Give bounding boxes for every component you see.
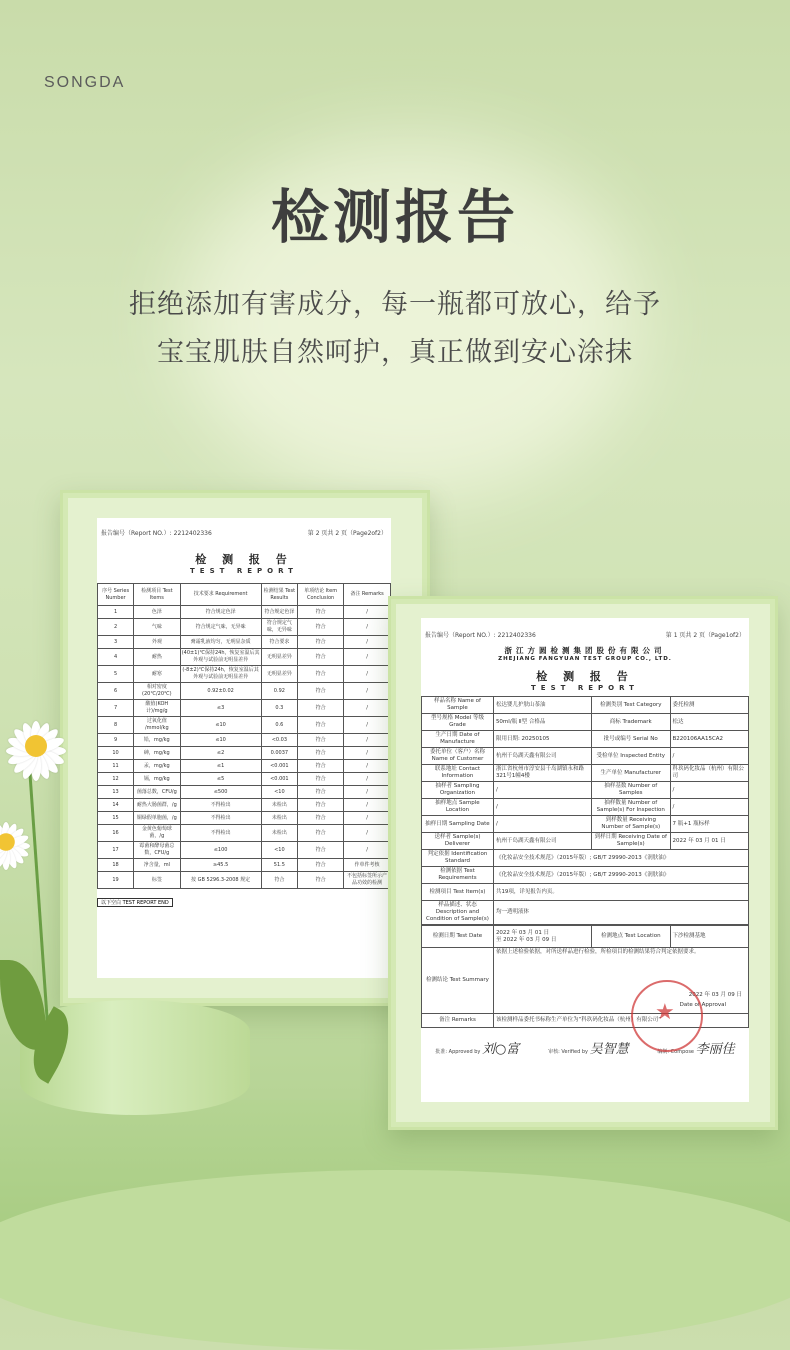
subtitle-line-2: 宝宝肌肤自然呵护，真正做到安心涂抹 — [157, 337, 633, 368]
table-cell: 未检出 — [261, 799, 297, 812]
info-label: 样品名称 Name of Sample — [422, 697, 494, 714]
info-label: 送样者 Sample(s) Deliverer — [422, 833, 494, 850]
table-cell: / — [344, 666, 391, 683]
info-row — [422, 799, 749, 816]
info-value: 《化妆品安全技术规范》（2015年版）; GB/T 29990-2013《润肤油》 — [493, 850, 748, 867]
table-cell: 0.3 — [261, 700, 297, 717]
table-cell: 符合 — [298, 606, 344, 619]
info-row — [422, 731, 749, 748]
daisy-center — [25, 735, 47, 757]
table-cell: ≤500 — [180, 786, 261, 799]
info-value: / — [670, 799, 749, 816]
signer-role: 编制: Compose — [657, 1049, 696, 1055]
column-header: 序号 Series Number — [98, 584, 134, 606]
table-row — [98, 649, 391, 666]
table-cell: 符合 — [298, 717, 344, 734]
table-cell: 5 — [98, 666, 134, 683]
table-cell: 0.0037 — [261, 747, 297, 760]
signature-block — [435, 1038, 519, 1057]
table-cell: 0.92 — [261, 683, 297, 700]
report-header — [421, 630, 749, 639]
table-cell: 2 — [98, 619, 134, 636]
report-no: 2212402336 — [497, 632, 536, 639]
info-row — [422, 867, 749, 884]
report-header — [97, 528, 391, 537]
table-cell: 符合 — [298, 700, 344, 717]
table-cell: / — [344, 760, 391, 773]
table-cell: 14 — [98, 799, 134, 812]
info-value: B220106AA15CA2 — [670, 731, 749, 748]
table-cell: 未检出 — [261, 812, 297, 825]
report-title-en: TEST REPORT — [190, 567, 298, 575]
table-cell: 0.92±0.02 — [180, 683, 261, 700]
info-label: 联系地址 Contact Information — [422, 765, 494, 782]
table-cell: 符合规定色泽 — [180, 606, 261, 619]
table-cell: 标签 — [134, 872, 180, 889]
table-cell: 18 — [98, 859, 134, 872]
table-cell: 色泽 — [134, 606, 180, 619]
table-cell: 汞，mg/kg — [134, 760, 180, 773]
info-value: 杭州千岛湖天鑫有限公司 — [493, 833, 591, 850]
table-cell: 相对密度 (20℃/20℃) — [134, 683, 180, 700]
company-name-en: ZHEJIANG FANGYUAN TEST GROUP CO., LTD. — [498, 656, 672, 662]
info-value: 均一透明液体 — [493, 901, 748, 925]
info-value: / — [670, 782, 749, 799]
signature-block — [548, 1038, 629, 1057]
column-header: 技术要求 Requirement — [180, 584, 261, 606]
table-cell: <10 — [261, 842, 297, 859]
page-indicator: 第 2 页共 2 页（Page2of2） — [307, 530, 387, 537]
column-header: 单项结论 Item Conclusion — [298, 584, 344, 606]
table-row — [98, 760, 391, 773]
table-cell: 符合规定气味，无异味 — [180, 619, 261, 636]
info-value: 松达 — [670, 714, 749, 731]
report-no-label: 报告编号（Report NO.）: — [425, 632, 496, 639]
table-cell: 膏霜乳液均匀，无明显杂质 — [180, 636, 261, 649]
table-cell: 11 — [98, 760, 134, 773]
subtitle-line-1: 拒绝添加有害成分，每一瓶都可放心，给予 — [129, 289, 661, 320]
handwritten-signature: 吴智慧 — [589, 1042, 629, 1057]
table-cell: 过氧化值 /mmol/kg — [134, 717, 180, 734]
company-name: 浙江方圆检测集团股份有限公司 — [504, 646, 666, 655]
table-cell: 耐热 — [134, 649, 180, 666]
table-cell: ≤100 — [180, 842, 261, 859]
table-cell: / — [344, 717, 391, 734]
table-row — [98, 799, 391, 812]
info-row — [422, 901, 749, 925]
table-cell: 10 — [98, 747, 134, 760]
table-cell: 符合规定气味，无异味 — [261, 619, 297, 636]
summary-cell — [493, 948, 748, 1014]
table-cell: 符合 — [298, 760, 344, 773]
info-row — [422, 748, 749, 765]
table-row — [98, 773, 391, 786]
signer-role: 审核: Verified by — [548, 1049, 590, 1055]
table-cell: 铜绿假单胞菌，/g — [134, 812, 180, 825]
info-row — [422, 782, 749, 799]
info-label: 检测项目 Test Item(s) — [422, 884, 494, 901]
table-row — [98, 825, 391, 842]
signature-row — [421, 1038, 749, 1057]
report-page-1 — [421, 618, 749, 1102]
handwritten-signature: 刘○富 — [481, 1042, 520, 1057]
table-cell: 砷，mg/kg — [134, 747, 180, 760]
table-cell: 16 — [98, 825, 134, 842]
table-cell: 无明显差异 — [261, 649, 297, 666]
table-row — [98, 606, 391, 619]
table-cell: 耐热大肠菌群，/g — [134, 799, 180, 812]
info-label: 生产单位 Manufacturer — [592, 765, 670, 782]
column-header: 检测项目 Test Items — [134, 584, 180, 606]
table-cell: 不得检出 — [180, 812, 261, 825]
table-cell: (40±1)℃保持24h，恢复室温后其外观与试验前无明显差异 — [180, 649, 261, 666]
info-label: 抽样日期 Sampling Date — [422, 816, 494, 833]
table-row — [98, 786, 391, 799]
test-location-label: 检测地点 Test Location — [592, 926, 670, 948]
table-row — [98, 812, 391, 825]
page-title: 检测报告 — [270, 183, 519, 251]
table-cell: ≤3 — [180, 700, 261, 717]
info-label: 批号或编号 Serial No — [592, 731, 670, 748]
table-cell: ≤10 — [180, 734, 261, 747]
info-label: 检测类别 Test Category — [592, 697, 670, 714]
info-value: 限用日期: 20250105 — [493, 731, 591, 748]
table-row — [98, 842, 391, 859]
table-cell: / — [344, 786, 391, 799]
table-row — [98, 872, 391, 889]
table-cell: <0.03 — [261, 734, 297, 747]
table-cell: ≥45.5 — [180, 859, 261, 872]
test-date-from: 2022 年 03 月 01 日 — [495, 929, 550, 936]
foreground-hill — [0, 1170, 790, 1350]
table-cell: / — [344, 700, 391, 717]
info-value: 浙江省杭州市淳安县千岛湖镇永和路321号1幢4楼 — [493, 765, 591, 782]
table-cell: / — [344, 812, 391, 825]
info-value: 委托检测 — [670, 697, 749, 714]
table-row — [98, 666, 391, 683]
table-cell: 金黄色葡萄球菌，/g — [134, 825, 180, 842]
table-cell: 0.6 — [261, 717, 297, 734]
table-row — [98, 747, 391, 760]
table-cell: 8 — [98, 717, 134, 734]
table-cell: 不得检出 — [180, 825, 261, 842]
table-row — [98, 859, 391, 872]
table-cell: <10 — [261, 786, 297, 799]
table-cell: <0.001 — [261, 773, 297, 786]
table-cell: 7 — [98, 700, 134, 717]
info-value: 2022 年 03 月 01 日 — [670, 833, 749, 850]
table-cell: 按 GB 5296.3-2008 规定 — [180, 872, 261, 889]
table-cell: / — [344, 649, 391, 666]
info-value: 科玖码化妆品（杭州）有限公司 — [670, 765, 749, 782]
info-label: 生产日期 Date of Manufacture — [422, 731, 494, 748]
test-date-to: 至 2022 年 03 月 09 日 — [495, 936, 557, 943]
table-cell: 符合 — [298, 786, 344, 799]
info-row — [422, 850, 749, 867]
test-location-value: 下沙检测基地 — [670, 926, 749, 948]
info-value: 松达婴儿护肤山茶油 — [493, 697, 591, 714]
table-cell: 气味 — [134, 619, 180, 636]
sample-info-table — [421, 696, 749, 925]
table-cell: 符合 — [298, 666, 344, 683]
table-cell: / — [344, 747, 391, 760]
table-cell: 符合 — [298, 773, 344, 786]
info-label: 委托单位（客户）名称 Name of Customer — [422, 748, 494, 765]
table-cell: / — [344, 683, 391, 700]
column-header: 备注 Remarks — [344, 584, 391, 606]
info-label: 受检单位 Inspected Entity — [592, 748, 670, 765]
table-cell: ≤2 — [180, 747, 261, 760]
table-cell: 3 — [98, 636, 134, 649]
table-cell: / — [344, 773, 391, 786]
info-label: 样品描述、状态 Description and Condition of Sample(s) — [422, 901, 494, 925]
report-no-label: 报告编号（Report NO.）: — [101, 530, 172, 537]
info-row — [422, 816, 749, 833]
report-title: 检 测 报 告 — [195, 553, 293, 566]
table-cell: 符合 — [298, 747, 344, 760]
table-header-row — [98, 584, 391, 606]
table-cell: 耐寒 — [134, 666, 180, 683]
signer-role: 批准: Approved by — [435, 1049, 482, 1055]
test-date-label: 检测日期 Test Date — [422, 926, 494, 948]
info-row — [422, 833, 749, 850]
table-cell: 无明显差异 — [261, 666, 297, 683]
red-seal-stamp — [631, 980, 703, 1052]
report-title: 检 测 报 告 — [536, 670, 634, 683]
table-cell: 不包括标签所示产品功效的检测 — [344, 872, 391, 889]
results-table — [97, 583, 391, 889]
table-cell: 符合 — [298, 825, 344, 842]
table-row — [98, 717, 391, 734]
summary-text: 依据上述检验依据，对所送样品进行检验，所检项目的检测结果符合判定依据要求。 — [495, 949, 700, 955]
table-cell: 51.5 — [261, 859, 297, 872]
table-cell: 15 — [98, 812, 134, 825]
table-cell: <0.001 — [261, 760, 297, 773]
table-cell: 符合 — [298, 683, 344, 700]
table-cell: ≤5 — [180, 773, 261, 786]
table-cell: 符合 — [261, 872, 297, 889]
summary-date-label: Date of Approval — [679, 1002, 726, 1008]
info-label: 检测依据 Test Requirements — [422, 867, 494, 884]
table-cell: 9 — [98, 734, 134, 747]
info-label: 商标 Trademark — [592, 714, 670, 731]
test-date-value — [493, 926, 591, 948]
table-cell: 净含量，ml — [134, 859, 180, 872]
brand-logo: SONGDA — [44, 74, 126, 91]
info-label: 判定依据 Identification Standard — [422, 850, 494, 867]
table-cell: / — [344, 619, 391, 636]
end-marker: 以下空白 TEST REPORT END — [97, 898, 173, 907]
table-cell: 13 — [98, 786, 134, 799]
table-cell: 符合 — [298, 734, 344, 747]
table-cell: / — [344, 842, 391, 859]
table-cell: 作单件考核 — [344, 859, 391, 872]
table-cell: 符合 — [298, 636, 344, 649]
table-cell: 镉，mg/kg — [134, 773, 180, 786]
table-cell: 外观 — [134, 636, 180, 649]
table-cell: 不得检出 — [180, 799, 261, 812]
report-page-2 — [97, 518, 391, 978]
table-cell: ≤10 — [180, 717, 261, 734]
info-row — [422, 697, 749, 714]
info-value: 共19项，详见报告内页。 — [493, 884, 748, 901]
table-cell: 4 — [98, 649, 134, 666]
table-cell: 符合要求 — [261, 636, 297, 649]
info-label: 抽样者 Sampling Organization — [422, 782, 494, 799]
info-row — [422, 884, 749, 901]
info-label: 到样数量 Receiving Number of Sample(s) — [592, 816, 670, 833]
table-cell: / — [344, 734, 391, 747]
info-row — [422, 765, 749, 782]
info-value: / — [493, 816, 591, 833]
table-cell: 符合规定色泽 — [261, 606, 297, 619]
table-cell: ≤1 — [180, 760, 261, 773]
page-indicator: 第 1 页共 2 页（Page1of2） — [665, 632, 745, 639]
remarks-label: 备注 Remarks — [422, 1014, 494, 1028]
report-no: 2212402336 — [173, 530, 212, 537]
table-cell: 酸值(KOH计)/mg/g — [134, 700, 180, 717]
table-cell: / — [344, 606, 391, 619]
summary-date: 2022 年 03 月 09 日 — [688, 992, 742, 998]
info-row — [422, 714, 749, 731]
info-value: / — [493, 799, 591, 816]
table-cell: / — [344, 799, 391, 812]
table-cell: 菌落总数，CFU/g — [134, 786, 180, 799]
table-row — [98, 636, 391, 649]
table-cell: 17 — [98, 842, 134, 859]
info-label: 到样日期 Receiving Date of Sample(s) — [592, 833, 670, 850]
table-cell: 符合 — [298, 619, 344, 636]
info-value: 杭州千岛湖天鑫有限公司 — [493, 748, 591, 765]
table-cell: 1 — [98, 606, 134, 619]
table-cell: 符合 — [298, 842, 344, 859]
info-label: 型号规格 Model 等级 Grade — [422, 714, 494, 731]
table-cell: 符合 — [298, 859, 344, 872]
table-row — [98, 734, 391, 747]
table-cell: 19 — [98, 872, 134, 889]
info-value: / — [670, 748, 749, 765]
handwritten-signature: 李丽佳 — [695, 1042, 735, 1057]
remarks-text: 该检测样品委托书标称生产单位为“科玖码化妆品（杭州）有限公司” — [493, 1014, 748, 1028]
table-row — [98, 683, 391, 700]
table-cell: (-8±2)℃保持24h，恢复室温后其外观与试验前无明显差异 — [180, 666, 261, 683]
table-cell: 6 — [98, 683, 134, 700]
table-cell: 符合 — [298, 872, 344, 889]
table-row — [98, 700, 391, 717]
table-row — [98, 619, 391, 636]
info-value: 50ml/瓶 Ⅱ型 合格品 — [493, 714, 591, 731]
info-label: 抽样数量 Number of Sample(s) For Inspection — [592, 799, 670, 816]
report-title-en: TEST REPORT — [531, 684, 639, 692]
info-label: 抽样地点 Sample Location — [422, 799, 494, 816]
table-cell: 符合 — [298, 649, 344, 666]
column-header: 检测结果 Test Results — [261, 584, 297, 606]
info-label: 抽样基数 Number of Samples — [592, 782, 670, 799]
summary-label: 检测结论 Test Summary — [422, 948, 494, 1014]
table-cell: 未检出 — [261, 825, 297, 842]
info-value: 《化妆品安全技术规范》（2015年版）; GB/T 29990-2013《润肤油》 — [493, 867, 748, 884]
info-value: 7 瓶+1 瓶标样 — [670, 816, 749, 833]
table-cell: 符合 — [298, 812, 344, 825]
table-cell: 铅，mg/kg — [134, 734, 180, 747]
table-cell: 霉菌和酵母菌总数，CFU/g — [134, 842, 180, 859]
table-cell: / — [344, 825, 391, 842]
table-cell: / — [344, 636, 391, 649]
table-cell: 符合 — [298, 799, 344, 812]
info-value: / — [493, 782, 591, 799]
table-cell: 12 — [98, 773, 134, 786]
